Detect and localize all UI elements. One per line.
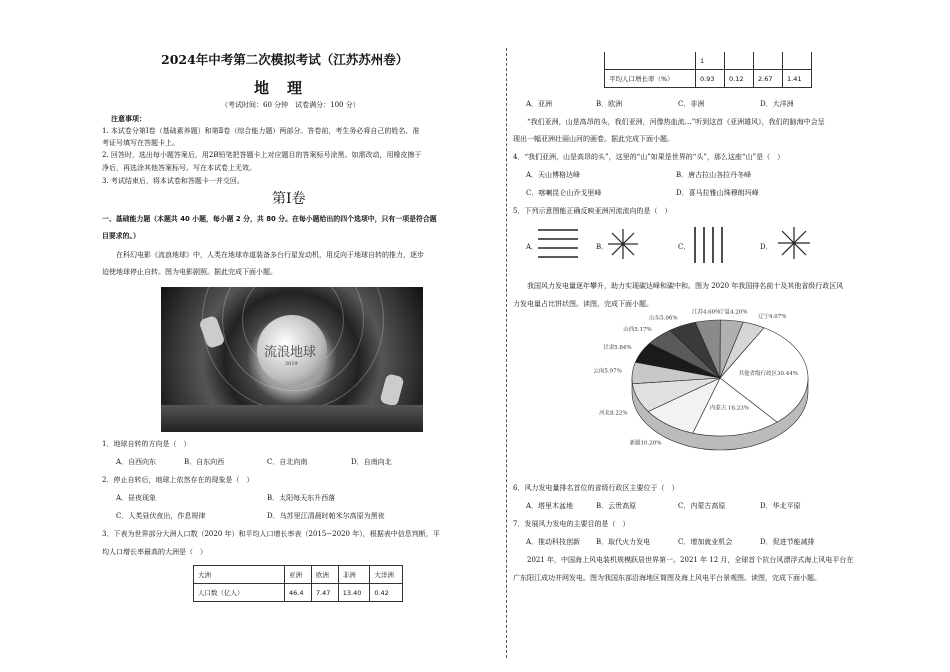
table-header-cell: 大洲 xyxy=(194,566,285,584)
table-cell: 平均人口增长率（%） xyxy=(605,70,696,88)
table-row xyxy=(605,70,812,88)
q1-option-a: A．自西向东 xyxy=(116,458,157,466)
q1-option-c: C．自北向南 xyxy=(267,458,308,466)
pie-label: 山东5.06% xyxy=(649,315,678,322)
question-5-stem: 5．下列示意图能正确反映亚洲河流流向的是（ ） xyxy=(513,207,672,215)
q1-option-d: D．自南向北 xyxy=(351,458,392,466)
q4-option-c: C．喀喇昆仑山乔戈里峰 xyxy=(526,189,602,197)
q2-option-a: A．昼夜现象 xyxy=(116,494,157,502)
table-cell: 人口数（亿人） xyxy=(194,584,285,602)
q3-option-d: D．大洋洲 xyxy=(760,100,794,108)
q2-option-c: C．人类昼伏夜出，作息规律 xyxy=(116,512,206,520)
q1-option-b: B．自东向西 xyxy=(184,458,225,466)
intro-text: 广东阳江成功并网发电。图为我国东部沿海地区简图及海上风电平台景观图。读图，完成下面小题。 xyxy=(513,574,821,582)
q4-option-a: A．天山博格达峰 xyxy=(526,171,581,179)
pie-label: 新疆10.20% xyxy=(629,440,662,447)
q5-option-c: C． xyxy=(678,243,691,251)
intro-text: 2021 年，中国海上风电装机规模跃居世界第一。2021 年 12 月，全球首个抗台风漂浮式海上风电平台在 xyxy=(527,556,854,564)
table-cell: 0.93 xyxy=(696,70,725,88)
intro-text: 我国风力发电量逐年攀升，助力实现碳达峰和碳中和。图为 2020 年我国排名前十及其他省级行政区风 xyxy=(527,282,844,290)
pie-label: 辽宁4.07% xyxy=(757,314,787,321)
notes-heading: 注意事项： xyxy=(111,114,146,123)
question-3-stem-cont: 均人口增长率最高的大洲是（ ） xyxy=(102,548,207,556)
q6-option-b: B．云贵高原 xyxy=(596,502,637,510)
notes-line: 净后，再选涂其他答案标号。写在本试卷上无效。 xyxy=(102,164,256,172)
q2-option-b: B．太阳每天东升西落 xyxy=(267,494,336,502)
pie-label: 甘肃5.84% xyxy=(603,345,632,352)
question-4-stem: 4．“我们亚洲，山是高昂的头”，这里的“山”如果是世界的“头”，那么这座“山”是（ ） xyxy=(513,153,785,161)
question-6-stem: 6．风力发电量排名首位的省级行政区主要位于（ ） xyxy=(513,484,679,492)
table-row xyxy=(194,566,403,584)
intro-text: 现出一幅亚洲壮丽山河的画卷。据此完成下面小题。 xyxy=(513,135,674,143)
wind-power-pie-chart xyxy=(590,308,850,472)
movie-still-image xyxy=(161,287,423,432)
question-3-stem: 3．下表为世界部分大洲人口数（2020 年）和平均人口增长率表（2015−2020 年），根据表中信息判断，平 xyxy=(102,530,440,538)
q5-diagram-b-radial-outward xyxy=(606,227,640,261)
astronaut-right xyxy=(379,373,404,407)
q6-option-c: C．内蒙古高原 xyxy=(678,502,726,510)
pie-label: 山西5.17% xyxy=(623,327,652,334)
notes-line: 2. 回答时，选出每小题答案后，用2B铅笔把答题卡上对应题目的答案标号涂黑。如需改动，用橡皮擦干 xyxy=(102,151,422,159)
q5-diagram-d-radial-inward xyxy=(776,225,812,261)
exam-info: （考试时间：60 分钟 试卷满分：100 分） xyxy=(221,101,360,109)
section-heading-cont: 目要求的。） xyxy=(102,232,140,240)
q3-option-b: B．欧洲 xyxy=(596,100,623,108)
table-cell: 0.42 xyxy=(370,584,403,602)
q5-option-b: B． xyxy=(596,243,609,251)
table-cell: 1.41 xyxy=(783,70,812,88)
table-header-cell: 大洋洲 xyxy=(370,566,403,584)
poster-year: 2019 xyxy=(285,361,298,367)
table-cell: 2.67 xyxy=(754,70,783,88)
pie-label: 宁夏4.20% xyxy=(719,309,748,316)
section-heading: 一、基础能力题（本题共 40 小题，每小题 2 分，共 80 分。在每小题给出的四个选项中，只有一项是符合题 xyxy=(102,215,437,223)
q6-option-d: D．华北平原 xyxy=(760,502,801,510)
exam-title: 2024年中考第二次模拟考试（江苏苏州卷） xyxy=(161,52,409,67)
q4-option-b: B．唐古拉山各拉丹冬峰 xyxy=(676,171,752,179)
q2-option-d: D．乌苏里江清晨时帕米尔高原为黑夜 xyxy=(267,512,385,520)
notes-line: 3. 考试结束后，将本试卷和答题卡一并交回。 xyxy=(102,177,244,185)
pie-label: 内蒙古 16.23% xyxy=(709,405,750,412)
intro-text: 在科幻电影《流浪地球》中，人类在地球赤道装备多台行星发动机，用反向于地球自转的推力，逐步 xyxy=(116,251,424,259)
question-1-stem: 1．地球自转的方向是（ ） xyxy=(102,440,191,448)
table-header-cell: 欧洲 xyxy=(311,566,338,584)
table-row xyxy=(605,52,812,70)
poster-title: 流浪地球 xyxy=(264,345,317,360)
q5-diagram-c-vertical-arrows xyxy=(690,225,730,265)
question-7-stem: 7．发展风力发电的主要目的是（ ） xyxy=(513,520,630,528)
q5-option-d: D． xyxy=(760,243,773,251)
volume-title: 第Ⅰ卷 xyxy=(272,191,306,207)
q4-option-d: D．喜马拉雅山珠穆朗玛峰 xyxy=(676,189,759,197)
table-cell: 7.47 xyxy=(311,584,338,602)
q3-option-a: A．亚洲 xyxy=(526,100,553,108)
table-cell: 1 xyxy=(696,52,725,70)
pie-label: 云南5.97% xyxy=(593,368,622,375)
ground-rubble xyxy=(161,405,423,432)
column-divider xyxy=(506,48,507,658)
pie-label: 其他省级行政区30.44% xyxy=(738,371,798,378)
q7-option-b: B．取代火力发电 xyxy=(596,538,651,546)
intro-text: 迫使地球停止自转。图为电影剧照。据此完成下面小题。 xyxy=(102,268,277,276)
q7-option-c: C．增加就业机会 xyxy=(678,538,733,546)
notes-line: 考证号填写在答题卡上。 xyxy=(102,139,179,147)
q3-option-c: C．非洲 xyxy=(678,100,705,108)
subject-title: 地理 xyxy=(254,79,321,97)
table-row xyxy=(194,584,403,602)
q5-diagram-a-parallel-arrows xyxy=(536,225,582,265)
table-header-cell: 亚洲 xyxy=(285,566,312,584)
pie-label: 河北8.22% xyxy=(599,410,628,417)
population-table-part2 xyxy=(604,52,812,88)
notes-line: 1. 本试卷分第Ⅰ卷（基础素养题）和第Ⅱ卷（综合能力题）两部分。答卷前，考生务必将自己的姓名、准 xyxy=(102,127,420,135)
q7-option-d: D．促进节能减排 xyxy=(760,538,815,546)
table-cell: 46.4 xyxy=(285,584,312,602)
q5-option-a: A． xyxy=(526,243,539,251)
intro-text: 力发电量占比饼状图。读图，完成下面小题。 xyxy=(513,300,653,308)
intro-text: “我们亚洲，山是高昂的头，我们亚洲，河像热血流…”听到这首《亚洲雄风》，我们的脑海中会呈 xyxy=(527,118,825,126)
table-cell: 0.12 xyxy=(725,70,754,88)
q6-option-a: A．塔里木盆地 xyxy=(526,502,574,510)
table-cell: 13.40 xyxy=(338,584,370,602)
pie-label: 江苏4.60% xyxy=(691,309,721,316)
q7-option-a: A．推动科技创新 xyxy=(526,538,581,546)
table-header-cell: 非洲 xyxy=(338,566,370,584)
question-2-stem: 2．停止自转后，地球上依然存在的现象是（ ） xyxy=(102,476,254,484)
population-table-part1 xyxy=(193,565,403,602)
